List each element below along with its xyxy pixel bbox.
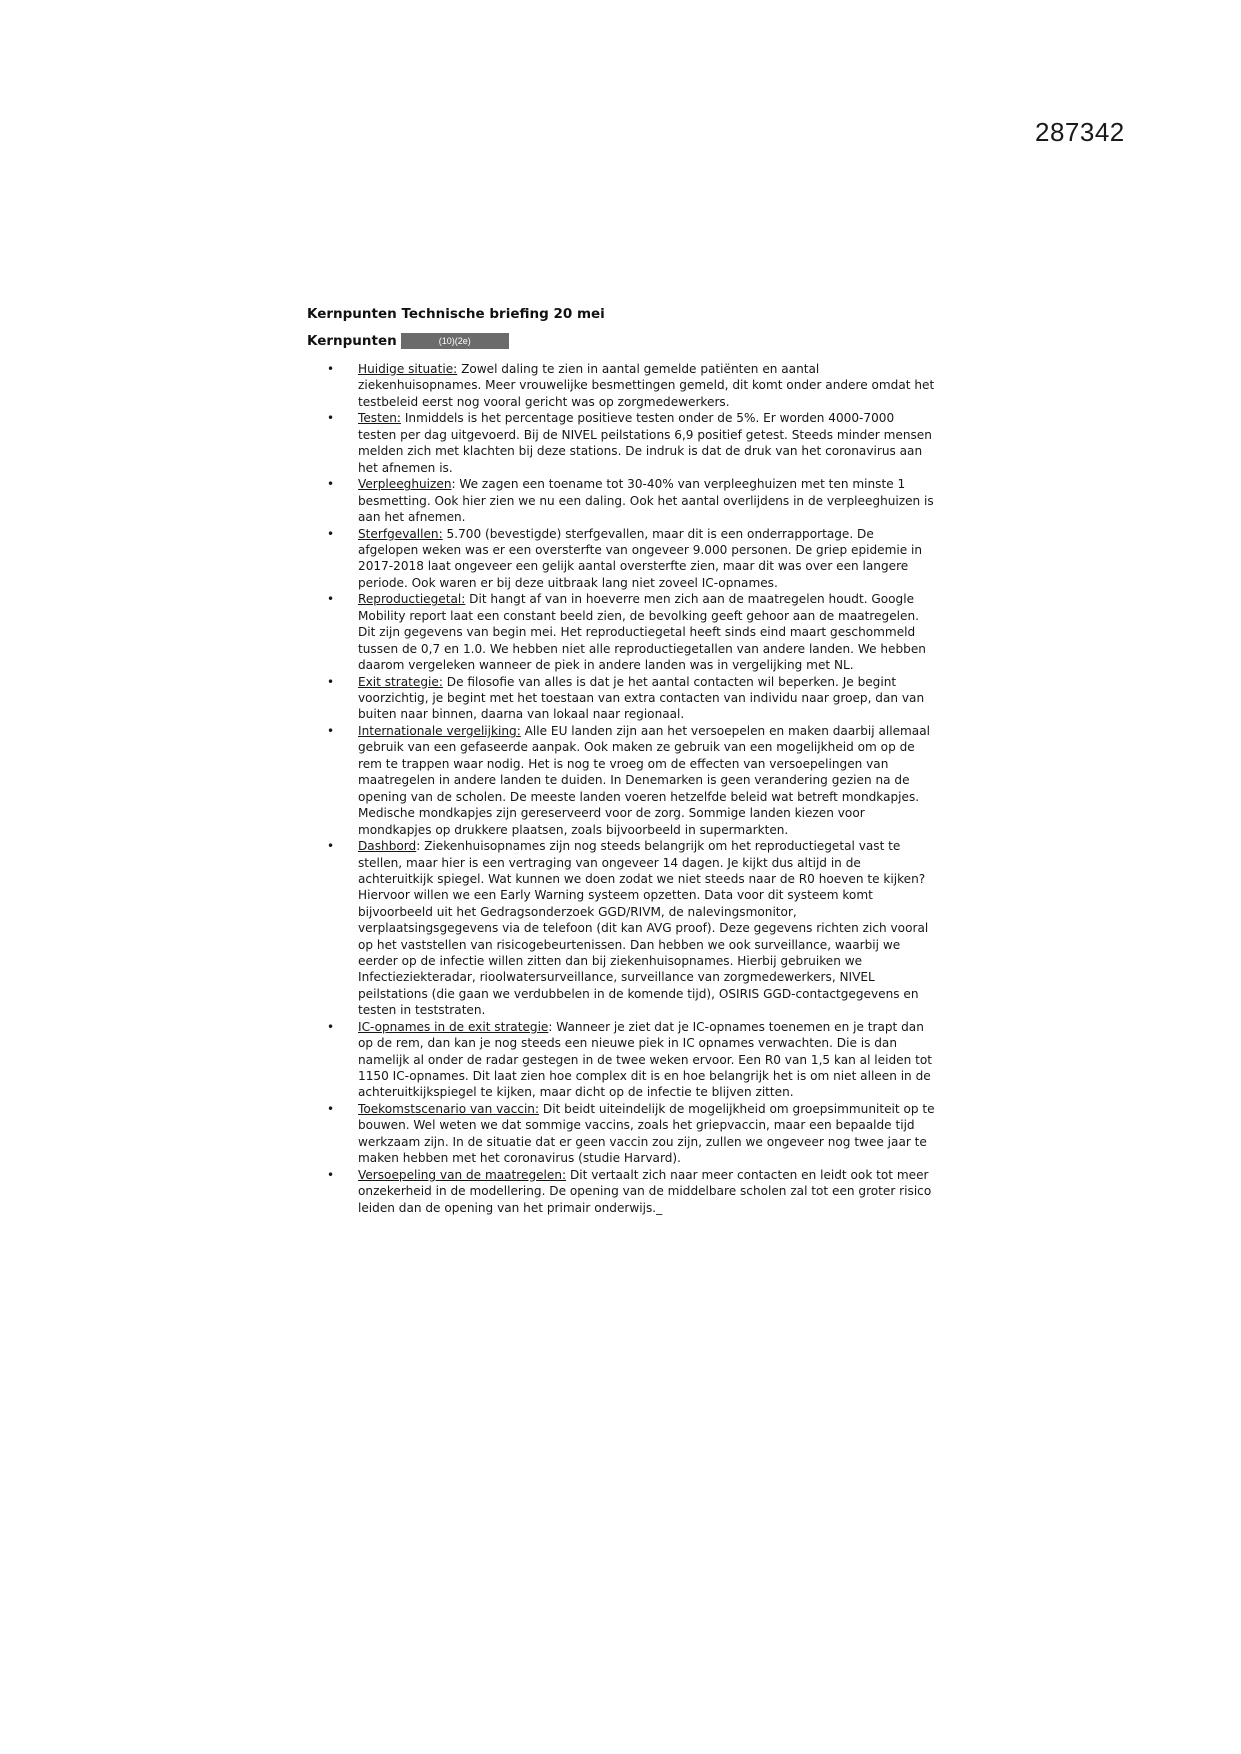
point-title: Exit strategie:: [358, 674, 443, 689]
document-title: Kernpunten Technische briefing 20 mei: [307, 306, 605, 322]
point-text: Alle EU landen zijn aan het versoepelen en maken daarbij allemaal gebruik van een gefaseerde aanpak. Ook maken ze gebruik van een mogelijkheid om op de rem te trappen waar nodig. Het is nog te vroeg om de effecten van versoepelingen van maatregelen in andere landen te duiden. In Denemarken is geen verandering gezien na de opening van de scholen. De meeste landen voeren hetzelfde beleid wat betreft mondkapjes. Medische mondkapjes zijn gereserveerd voor de zorg. Sommige landen kiezen voor mondkapjes op drukkere plaatsen, zoals bijvoorbeeld in supermarkten.: [358, 724, 930, 837]
point-text: De filosofie van alles is dat je het aantal contacten wil beperken. Je begint voorzichtig, je begint met het toestaan van extra contacten van individu naar groep, dan van buiten naar binnen, daarna van lokaal naar regionaal.: [358, 674, 925, 722]
point-title: Internationale vergelijking:: [358, 724, 521, 739]
point-title: Reproductiegetal:: [358, 592, 466, 607]
bullet-icon: •: [327, 362, 335, 376]
point-text: 5.700 (bevestigde) sterfgevallen, maar dit is een onderrapportage. De afgelopen weken was er een oversterfte van ongeveer 9.000 personen. De griep epidemie in 2017-2018 laat ongeveer een gelijk aantal oversterfte zien, maar dit was over een langere periode. Ook waren er bij deze uitbraak lang niet zoveel IC-opnames.: [358, 526, 923, 590]
point-text: Dit hangt af van in hoeverre men zich aan de maatregelen houdt. Google Mobility report laat een constant beeld zien, de bevolking geeft gehoor aan de maatregelen. Dit zijn gegevens van begin mei. Het reproductiegetal heeft sinds eind maart geschommeld tussen de 0,7 en 1.0. We hebben niet alle reproductiegetallen van andere landen. We hebben daarom vergeleken wanneer de piek in andere landen was in vergelijking met NL.: [358, 592, 926, 673]
point-text: Zowel daling te zien in aantal gemelde patiënten en aantal ziekenhuisopnames. Meer vrouwelijke besmettingen gemeld, dit komt onder andere omdat het testbeleid eerst nog vooral gericht was op zorgmedewerkers.: [358, 362, 935, 409]
point-text: Dit beidt uiteindelijk de mogelijkheid om groepsimmuniteit op te bouwen. Wel weten we dat sommige vaccins, zoals het griepvaccin, maar een bepaalde tijd werkzaam zijn. In de situatie dat er geen vaccin zou zijn, zullen we ongeveer nog twee jaar te maken hebben met het coronavirus (studie Harvard).: [358, 1101, 935, 1166]
list-item: [327, 476, 936, 525]
point-title: Toekomstscenario van vaccin:: [358, 1101, 540, 1116]
key-points-list: [327, 361, 936, 1216]
point-title: Sterfgevallen:: [358, 526, 443, 541]
list-item: [327, 1101, 936, 1167]
bullet-icon: •: [327, 592, 335, 607]
point-text: : We zagen een toename tot 30-40% van verpleeghuizen met ten minste 1 besmetting. Ook hier zien we nu een daling. Ook het aantal overlijdens in de verpleeghuizen is aan het afnemen.: [358, 477, 934, 525]
list-item: [327, 838, 936, 1018]
bullet-icon: •: [327, 1167, 335, 1182]
list-item: [327, 526, 936, 592]
bullet-icon: •: [327, 839, 335, 854]
bullet-icon: •: [327, 1101, 335, 1116]
document-number: 287342: [1035, 117, 1125, 147]
bullet-icon: •: [327, 526, 335, 541]
bullet-icon: •: [327, 674, 335, 689]
bullet-icon: •: [327, 477, 335, 492]
section-heading: [307, 333, 509, 349]
point-text: Inmiddels is het percentage positieve testen onder de 5%. Er worden 4000-7000 testen per dag uitgevoerd. Bij de NIVEL peilstations 6,9 positief getest. Steeds minder mensen melden zich met klachten bij deze stations. De indruk is dat de druk van het coronavirus aan het afnemen is.: [358, 411, 932, 475]
point-title: Dashbord: [358, 839, 417, 854]
bullet-icon: •: [327, 724, 335, 739]
bullet-icon: •: [327, 1019, 335, 1034]
point-title: IC-opnames in de exit strategie: [358, 1019, 549, 1034]
list-item: [327, 723, 936, 838]
section-heading-label: Kernpunten: [307, 333, 397, 349]
point-title: Huidige situatie:: [358, 362, 458, 376]
point-text: : Wanneer je ziet dat je IC-opnames toenemen en je trapt dan op de rem, dan kan je nog steeds een nieuwe piek in IC opnames verwachten. Die is dan namelijk al onder de radar gestegen in de twee weken ervoor. Een R0 van 1,5 kan al leiden tot 1150 IC-opnames. Dit laat zien hoe complex dit is en hoe belangrijk het is om niet alleen in de achteruitkijkspiegel te kijken, maar dicht op de infectie te blijven zitten.: [358, 1019, 932, 1100]
point-title: Versoepeling van de maatregelen:: [358, 1167, 567, 1182]
list-item: [327, 361, 936, 410]
point-title: Verpleeghuizen: [358, 477, 452, 492]
list-item: [327, 591, 936, 673]
point-text: : Ziekenhuisopnames zijn nog steeds belangrijk om het reproductiegetal vast te stellen, maar hier is een vertraging van ongeveer 14 dagen. Je kijkt dus altijd in de achteruitkijk spiegel. Wat kunnen we doen zodat we niet steeds naar de R0 hoeven te kijken? Hiervoor willen we een Early Warning systeem opzetten. Data voor dit systeem komt bijvoorbeeld uit het Gedragsonderzoek GGD/RIVM, de nalevingsmonitor, verplaatsingsgegevens via de telefoon (dit kan AVG proof). Deze gegevens richten zich vooral op het vaststellen van risicogebeurtenissen. Dan hebben we ook surveillance, waarbij we eerder op de infectie willen zitten dan bij ziekenhuisopnames. Hierbij gebruiken we Infectieziekteradar, rioolwatersurveillance, surveillance van zorgmedewerkers, NIVEL peilstations (die gaan we verdubbelen in de komende tijd), OSIRIS GGD-contactgegevens en testen in teststraten.: [358, 839, 929, 1018]
bullet-icon: •: [327, 411, 335, 426]
list-item: [327, 1019, 936, 1101]
point-text: Dit vertaalt zich naar meer contacten en leidt ook tot meer onzekerheid in de modellering. De opening van de middelbare scholen zal tot een groter risico leiden dan de opening van het primair onderwijs._: [358, 1167, 932, 1215]
list-item: [327, 410, 936, 476]
list-item: [327, 1167, 936, 1216]
point-title: Testen:: [358, 411, 401, 426]
redaction-box: (10)(2e): [401, 333, 509, 349]
list-item: [327, 674, 936, 723]
